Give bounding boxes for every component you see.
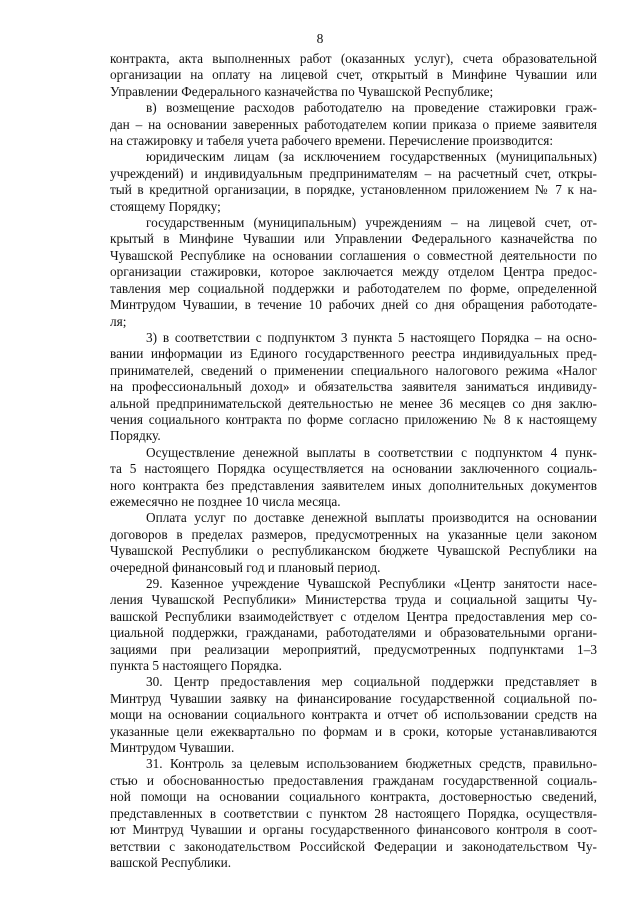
text-line: указанные цели ежеквартально по формам и в сроки, которые устанавливаются [110,723,597,739]
text-line: государственным (муниципальным) учреждениям – на лицевой счет, от- [146,215,597,231]
text-line: ного контракта без представления заявителем иных дополнительных документов [110,477,597,493]
text-line: на стажировку и табеля учета рабочего времени. Перечисление производится: [110,133,554,149]
text-line: Управлении Федерального казначейства по Чувашской Республике; [110,83,494,99]
text-line: 30. Центр предоставления мер социальной поддержки представляет в [146,674,597,690]
text-line: та 5 настоящего Порядка осуществляется на основании заключенного социаль- [110,461,597,477]
text-line: 31. Контроль за целевым использованием бюджетных средств, правильно- [146,756,597,772]
page-number: 8 [316,31,324,46]
text-line: тавления мер социальной поддержки и работодателем по форме, определенной [110,280,597,296]
text-line: дан – на основании заверенных работодателем копии приказа о приеме заявителя [110,116,597,132]
text-line: крытый в Минфине Чувашии или Управлении Федерального казначейства по [110,231,597,247]
text-line: учреждений) и индивидуальным предпринимателям – на расчетный счет, откры- [110,165,597,181]
text-line: организации стажировки, которое заключается между отделом Центра предос- [110,264,597,280]
text-line: альной предпринимательской деятельностью не менее 36 месяцев со дня заклю- [110,395,597,411]
text-line: договоров в пределах размеров, предусмотренных на указанные цели законом [110,526,597,542]
text-line: ют Минтруд Чувашии и органы государственного финансового контроля в соот- [110,822,597,838]
text-line: Чувашской Республике на основании соглашения о совместной деятельности по [110,247,597,263]
text-line: 29. Казенное учреждение Чувашской Республики «Центр занятости насе- [146,576,597,591]
text-line: ной помощи на основании социального контракта, достоверностью сведений, [110,789,597,805]
text-line: в) возмещение расходов работодателю на проведение стажировки граж- [146,100,597,116]
text-line: юридическим лицам (за исключением государственных (муниципальных) [146,149,597,165]
text-line: на профессиональный доход» и обязательства заявителя заниматься индивиду- [110,379,597,395]
text-line: пункта 5 настоящего Порядка. [110,658,282,674]
text-line: Минтруд Чувашии заявку на финансирование государственной социальной по- [110,690,597,706]
text-line: циальной поддержки, гражданами, работодателями и образовательными органи- [110,625,597,641]
text-line: представленных в соответствии с пунктом 28 настоящего Порядка, осуществля- [110,805,597,821]
text-line: мощи на основании социального контракта и отчет об использовании средств на [110,707,597,723]
text-line: Порядку. [110,428,161,444]
text-line: Минтрудом Чувашии. [110,740,235,756]
text-line: 3) в соответствии с подпунктом 3 пункта 5 настоящего Порядка – на осно- [146,329,597,345]
text-line: ежемесячно не позднее 10 числа месяца. [110,493,341,509]
text-line: ветствии с законодательством Российской Федерации и законодательством Чу- [110,838,597,854]
text-line: зациями при реализации мероприятий, предусмотренных подпунктами 1–3 [110,641,597,657]
text-line: ления Чувашской Республики» Министерства труда и социальной защиты Чу- [110,592,597,608]
text-line: вашской Республики. [110,854,232,870]
text-line: организации на оплату на лицевой счет, открытый в Минфине Чувашии или [110,67,597,83]
text-line: чения социального контракта по форме согласно приложению № 8 к настоящему [110,411,597,427]
text-line: ля; [110,313,127,329]
text-line: очередной финансовый год и плановый период. [110,559,381,575]
text-line: принимателей, сведений о применении специального налогового режима «Налог [110,362,597,378]
text-line: Осуществление денежной выплаты в соответствии с подпунктом 4 пунк- [146,444,597,460]
text-line: Минтрудом Чувашии, в течение 10 рабочих дней со дня обращения работодате- [110,297,597,313]
text-line: стоящему Порядку; [110,198,221,214]
text-line: вашской Республики взаимодействует с отделом Центра предоставления мер со- [110,608,597,624]
text-line: вании информации из Единого государственного реестра индивидуальных пред- [110,346,597,362]
text-line: стью и обоснованностью предоставления гражданам государственной социаль- [110,772,597,788]
text-line: Оплата услуг по доставке денежной выплаты производится на основании [146,510,597,526]
text-line: Чувашской Республики о республиканском бюджете Чувашской Республики на [110,543,597,559]
text-line: тый в кредитной организации, в порядке, установленном приложением № 7 к на- [110,182,597,198]
document-body [110,51,597,871]
text-line: контракта, акта выполненных работ (оказанных услуг), счета образовательной [110,51,597,66]
